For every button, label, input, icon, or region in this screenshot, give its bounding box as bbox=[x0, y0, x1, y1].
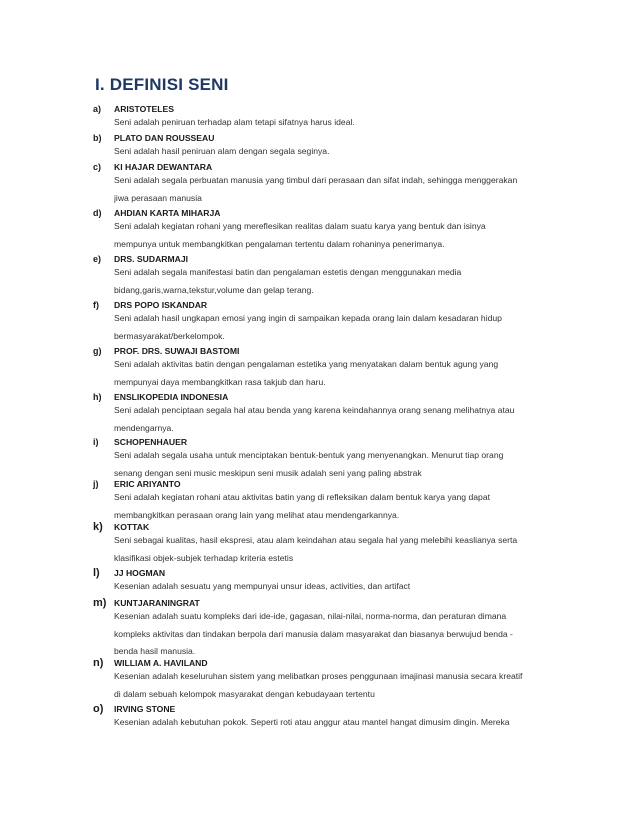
description-line: Seni adalah kegiatan rohani atau aktivitas batin yang di refleksikan dalam bentuk karya yang dapat bbox=[114, 492, 490, 502]
description-line: kompleks aktivitas dan tindakan berpola dari manusia dalam masyarakat dan biasanya berwujud benda - bbox=[114, 628, 513, 639]
description-line: Seni adalah segala perbuatan manusia yang timbul dari perasaan dan sifat indah, sehingga menggerakan bbox=[114, 175, 518, 185]
entry-description bbox=[114, 114, 574, 132]
description-line: Seni adalah penciptaan segala hal atau benda yang karena keindahannya orang senang melihatnya atau bbox=[114, 405, 515, 415]
entry-description bbox=[114, 172, 574, 207]
entry-letter: l) bbox=[93, 567, 100, 579]
entry-letter: d) bbox=[93, 208, 102, 218]
description-line: Seni adalah hasil peniruan alam dengan segala seginya. bbox=[114, 146, 330, 156]
description-line: mempunyai daya membangkitkan rasa takjub dan haru. bbox=[114, 376, 326, 387]
entry-name: ERIC ARIYANTO bbox=[114, 479, 181, 489]
description-line: Seni adalah hasil ungkapan emosi yang ingin di sampaikan kepada orang lain dalam kesadaran hidup bbox=[114, 313, 502, 323]
entry-letter: o) bbox=[93, 703, 104, 715]
description-line: klasifikasi objek-subjek terhadap kriteria estetis bbox=[114, 552, 294, 563]
entry-description bbox=[114, 143, 574, 161]
description-line: Seni adalah segala usaha untuk menciptakan bentuk-bentuk yang menyenangkan. Menurut tiap orang bbox=[114, 450, 504, 460]
entry-letter: i) bbox=[93, 437, 99, 447]
entry-description bbox=[114, 532, 574, 567]
entry-description bbox=[114, 218, 574, 253]
entry-letter: h) bbox=[93, 392, 102, 402]
description-line: Seni sebagai kualitas, hasil ekspresi, atau alam keindahan atau segala hal yang melebihi keaslianya serta bbox=[114, 535, 518, 545]
entry-letter: k) bbox=[93, 521, 103, 533]
entry-name: JJ HOGMAN bbox=[114, 568, 166, 578]
description-line: senang dengan seni music meskipun seni musik adalah seni yang paling abstrak bbox=[114, 467, 422, 478]
entry-name: PROF. DRS. SUWAJI BASTOMI bbox=[114, 346, 240, 356]
entry-description bbox=[114, 356, 574, 391]
entry-letter: j) bbox=[93, 479, 99, 489]
description-line: mempunya untuk membangkitkan pengalaman tertentu dalam rohaninya penerimanya. bbox=[114, 238, 445, 249]
entry-name: ENSLIKOPEDIA INDONESIA bbox=[114, 392, 229, 402]
entry-description bbox=[114, 264, 574, 299]
description-line: Seni adalah peniruan terhadap alam tetapi sifatnya harus ideal. bbox=[114, 117, 355, 127]
entry-description bbox=[114, 578, 574, 596]
entry-letter: a) bbox=[93, 104, 102, 114]
description-line: bidang,garis,warna,tekstur,volume dan gelap terang. bbox=[114, 284, 314, 295]
entry-letter: f) bbox=[93, 300, 99, 310]
entry-name: PLATO DAN ROUSSEAU bbox=[114, 133, 215, 143]
entry-name: ARISTOTELES bbox=[114, 104, 175, 114]
entry-description bbox=[114, 310, 574, 345]
description-line: benda hasil manusia. bbox=[114, 646, 196, 657]
description-line: Seni adalah aktivitas batin dengan pengalaman estetika yang menyatakan dalam bentuk agung yang bbox=[114, 359, 499, 369]
description-line: Kesenian adalah sesuatu yang mempunyai unsur ideas, activities, dan artifact bbox=[114, 581, 411, 591]
entry-name: IRVING STONE bbox=[114, 704, 176, 714]
description-line: membangkitkan perasaan orang lain yang melihat atau mendengarkannya. bbox=[114, 509, 400, 520]
description-line: bermasyarakat/berkelompok. bbox=[114, 330, 225, 341]
entry-description bbox=[114, 714, 574, 732]
description-line: Kesenian adalah keseluruhan sistem yang melibatkan proses penggunaan imajinasi manusia secara kreatif bbox=[114, 671, 523, 681]
entry-description bbox=[114, 447, 574, 482]
entry-name: KOTTAK bbox=[114, 522, 150, 532]
description-line: di dalam sebuah kelompok masyarakat dengan kebudayaan tertentu bbox=[114, 688, 375, 699]
description-line: mendengarnya. bbox=[114, 422, 174, 433]
entry-description bbox=[114, 489, 574, 524]
entry-letter: n) bbox=[93, 657, 104, 669]
entry-letter: c) bbox=[93, 162, 102, 172]
entry-description bbox=[114, 402, 574, 437]
entry-description bbox=[114, 608, 574, 661]
description-line: Kesenian adalah kebutuhan pokok. Seperti roti atau anggur atau mantel hangat dimusim dingin. Mereka bbox=[114, 717, 510, 727]
description-line: Kesenian adalah suatu kompleks dari ide-ide, gagasan, nilai-nilai, norma-norma, dan peraturan dimana bbox=[114, 611, 507, 621]
entry-letter: m) bbox=[93, 597, 107, 609]
entry-name: DRS POPO ISKANDAR bbox=[114, 300, 208, 310]
entry-name: KI HAJAR DEWANTARA bbox=[114, 162, 213, 172]
entry-letter: g) bbox=[93, 346, 102, 356]
entry-name: KUNTJARANINGRAT bbox=[114, 598, 200, 608]
entry-name: AHDIAN KARTA MIHARJA bbox=[114, 208, 221, 218]
entry-letter: e) bbox=[93, 254, 102, 264]
entry-name: WILLIAM A. HAVILAND bbox=[114, 658, 208, 668]
entry-name: DRS. SUDARMAJI bbox=[114, 254, 189, 264]
entry-letter: b) bbox=[93, 133, 102, 143]
entry-name: SCHOPENHAUER bbox=[114, 437, 188, 447]
description-line: Seni adalah kegiatan rohani yang mereflesikan realitas dalam suatu karya yang bentuk dan isinya bbox=[114, 221, 486, 231]
page-title: I. DEFINISI SENI bbox=[95, 75, 229, 94]
description-line: jiwa perasaan manusia bbox=[114, 192, 202, 203]
entry-description bbox=[114, 668, 574, 703]
description-line: Seni adalah segala manifestasi batin dan pengalaman estetis dengan menggunakan media bbox=[114, 267, 462, 277]
